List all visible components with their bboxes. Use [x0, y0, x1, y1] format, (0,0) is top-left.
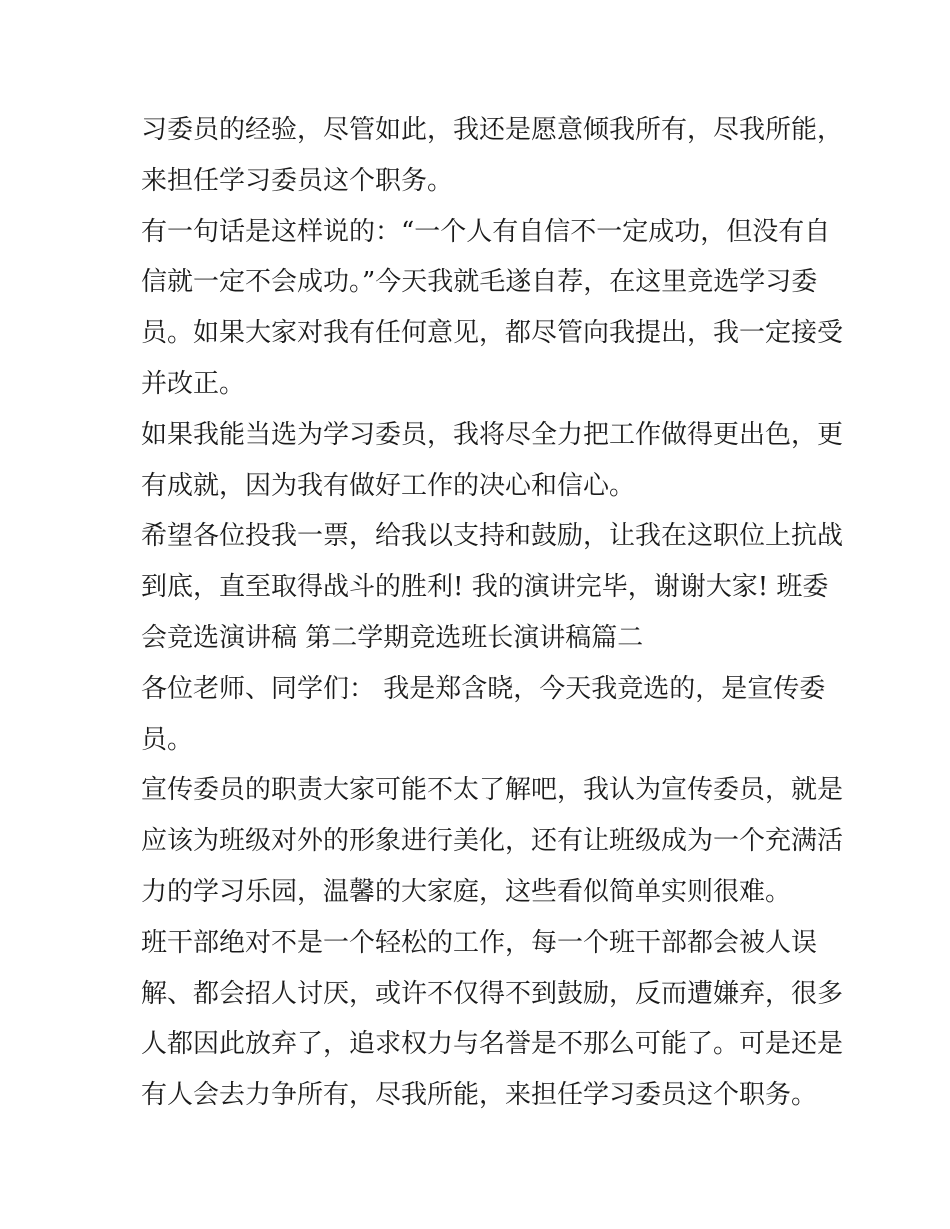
- text-line: 如果我能当选为学习委员，我将尽全力把工作做得更出色，更: [141, 419, 844, 450]
- text-line: 习委员的经验，尽管如此，我还是愿意倾我所有，尽我所能，: [141, 115, 844, 145]
- text-line: 员。如果大家对我有任何意见，都尽管向我提出，我一定接受: [141, 318, 844, 349]
- text-line: 来担任学习委员这个职务。: [141, 165, 454, 196]
- text-line: 到底，直至取得战斗的胜利! 我的演讲完毕，谢谢大家! 班委: [141, 572, 829, 603]
- text-line: 宣传委员的职责大家可能不太了解吧，我认为宣传委员，就是: [141, 775, 844, 806]
- document-body: [141, 105, 844, 1121]
- text-line: 有人会去力争所有，尽我所能，来担任学习委员这个职务。: [141, 1080, 818, 1111]
- text-line: 有一句话是这样说的：“一个人有自信不一定成功，但没有自: [141, 216, 831, 247]
- text-line: 有成就，因为我有做好工作的决心和信心。: [141, 470, 636, 501]
- text-line: 各位老师、同学们： 我是郑含晓，今天我竞选的，是宣传委: [141, 673, 826, 704]
- text-line: 应该为班级对外的形象进行美化，还有让班级成为一个充满活: [141, 826, 844, 857]
- text-line: 希望各位投我一票，给我以支持和鼓励，让我在这职位上抗战: [141, 521, 844, 552]
- text-line: 并改正。: [141, 368, 246, 399]
- text-line: 力的学习乐园，温馨的大家庭，这些看似简单实则很难。: [141, 876, 792, 907]
- text-line: 会竞选演讲稿 第二学期竞选班长演讲稿篇二: [141, 622, 644, 653]
- text-line: 解、都会招人讨厌，或许不仅得不到鼓励，反而遭嫌弃，很多: [141, 978, 844, 1009]
- text-line: 信就一定不会成功。”今天我就毛遂自荐，在这里竞选学习委: [141, 267, 818, 298]
- text-line: 班干部绝对不是一个轻松的工作，每一个班干部都会被人误: [141, 927, 818, 958]
- text-line: 员。: [141, 724, 194, 755]
- text-line: 人都因此放弃了，追求权力与名誉是不那么可能了。可是还是: [141, 1029, 844, 1060]
